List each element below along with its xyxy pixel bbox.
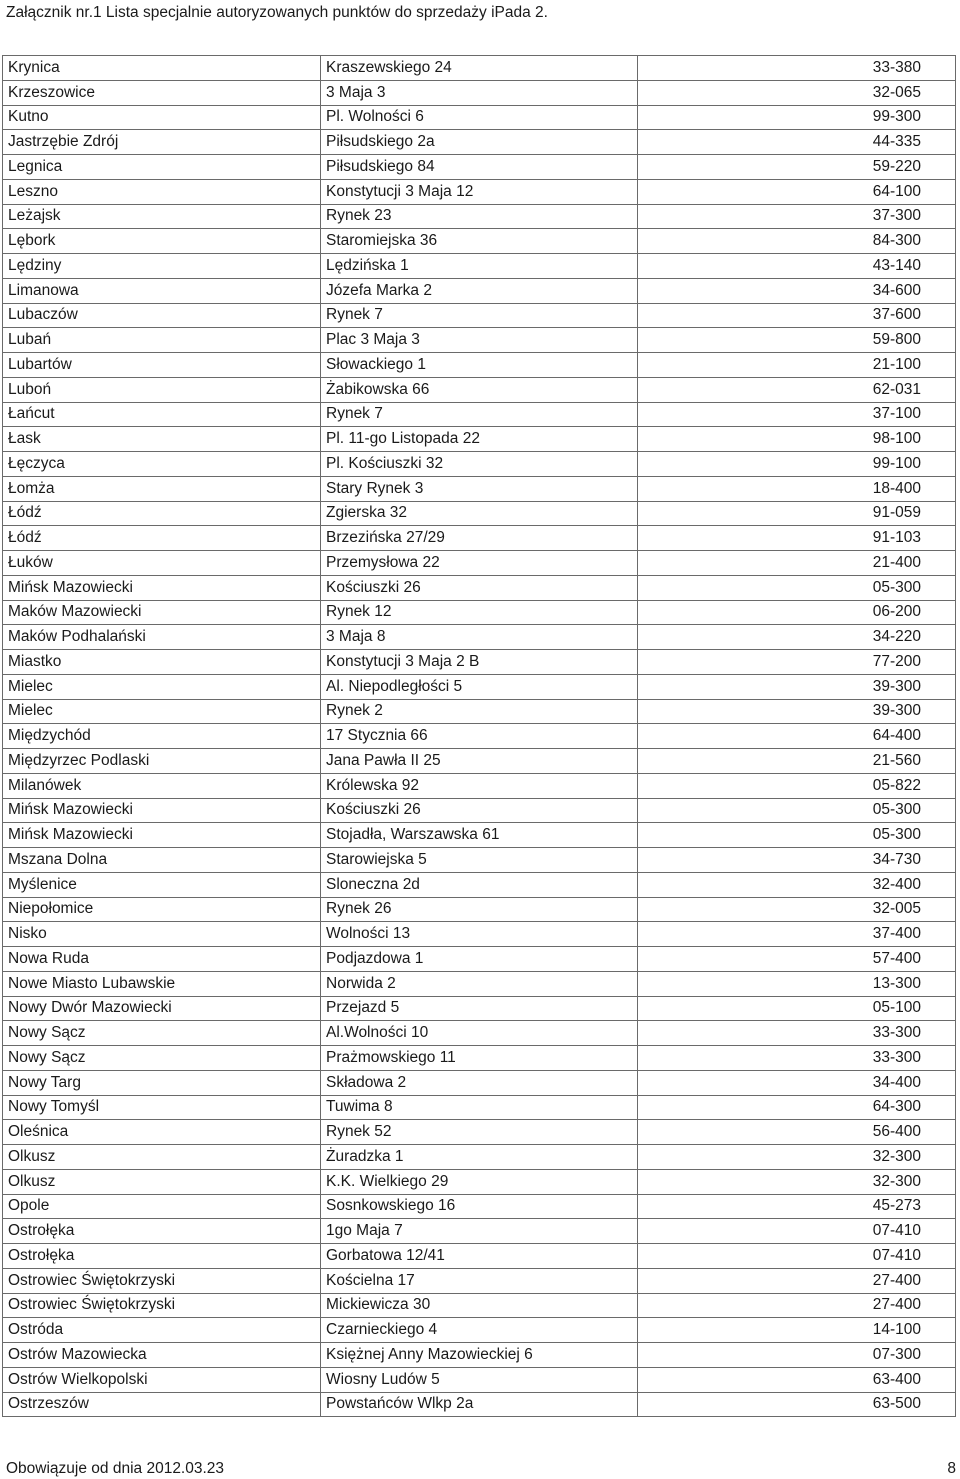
city-cell: Lubartów [3, 353, 321, 378]
city-cell: Ostrów Mazowiecka [3, 1343, 321, 1368]
table-row [3, 971, 956, 996]
postal-code-cell: 63-400 [638, 1367, 956, 1392]
postal-code-cell: 99-100 [638, 452, 956, 477]
postal-code-cell: 32-300 [638, 1169, 956, 1194]
city-cell: Legnica [3, 155, 321, 180]
table-row [3, 1268, 956, 1293]
street-cell: Kościuszki 26 [321, 575, 638, 600]
city-cell: Łuków [3, 551, 321, 576]
table-row [3, 922, 956, 947]
street-cell: Sloneczna 2d [321, 872, 638, 897]
table-row [3, 1343, 956, 1368]
street-cell: Piłsudskiego 2a [321, 130, 638, 155]
street-cell: Prażmowskiego 11 [321, 1046, 638, 1071]
table-row [3, 1392, 956, 1417]
street-cell: Rynek 7 [321, 303, 638, 328]
street-cell: K.K. Wielkiego 29 [321, 1169, 638, 1194]
table-row [3, 1145, 956, 1170]
city-cell: Nowa Ruda [3, 947, 321, 972]
city-cell: Olkusz [3, 1169, 321, 1194]
street-cell: Pl. Wolności 6 [321, 105, 638, 130]
city-cell: Maków Mazowiecki [3, 600, 321, 625]
street-cell: Wolności 13 [321, 922, 638, 947]
postal-code-cell: 37-400 [638, 922, 956, 947]
street-cell: Przejazd 5 [321, 996, 638, 1021]
postal-code-cell: 27-400 [638, 1293, 956, 1318]
city-cell: Nowy Sącz [3, 1046, 321, 1071]
city-cell: Oleśnica [3, 1120, 321, 1145]
table-row [3, 1367, 956, 1392]
postal-code-cell: 64-100 [638, 179, 956, 204]
postal-code-cell: 32-065 [638, 80, 956, 105]
street-cell: Norwida 2 [321, 971, 638, 996]
table-row [3, 823, 956, 848]
table-row [3, 674, 956, 699]
city-cell: Ostrów Wielkopolski [3, 1367, 321, 1392]
street-cell: 3 Maja 8 [321, 625, 638, 650]
postal-code-cell: 39-300 [638, 699, 956, 724]
table-row [3, 229, 956, 254]
table-row [3, 56, 956, 81]
city-cell: Jastrzębie Zdrój [3, 130, 321, 155]
postal-code-cell: 05-822 [638, 773, 956, 798]
city-cell: Ostrowiec Świętokrzyski [3, 1268, 321, 1293]
city-cell: Łęczyca [3, 452, 321, 477]
city-cell: Nowe Miasto Lubawskie [3, 971, 321, 996]
postal-code-cell: 05-300 [638, 798, 956, 823]
street-cell: Kościelna 17 [321, 1268, 638, 1293]
table-row [3, 353, 956, 378]
city-cell: Mielec [3, 674, 321, 699]
postal-code-cell: 18-400 [638, 476, 956, 501]
table-row [3, 1194, 956, 1219]
table-row [3, 130, 956, 155]
postal-code-cell: 32-400 [638, 872, 956, 897]
street-cell: Pl. Kościuszki 32 [321, 452, 638, 477]
table-row [3, 1293, 956, 1318]
postal-code-cell: 34-220 [638, 625, 956, 650]
city-cell: Mszana Dolna [3, 848, 321, 873]
street-cell: Al. Niepodległości 5 [321, 674, 638, 699]
city-cell: Leżajsk [3, 204, 321, 229]
table-row [3, 105, 956, 130]
postal-code-cell: 37-100 [638, 402, 956, 427]
table-row [3, 724, 956, 749]
table-row [3, 254, 956, 279]
street-cell: Podjazdowa 1 [321, 947, 638, 972]
city-cell: Nowy Dwór Mazowiecki [3, 996, 321, 1021]
street-cell: Rynek 2 [321, 699, 638, 724]
postal-code-cell: 34-600 [638, 278, 956, 303]
city-cell: Łódź [3, 501, 321, 526]
street-cell: Sosnkowskiego 16 [321, 1194, 638, 1219]
street-cell: Słowackiego 1 [321, 353, 638, 378]
street-cell: 17 Stycznia 66 [321, 724, 638, 749]
table-row [3, 1169, 956, 1194]
postal-code-cell: 64-300 [638, 1095, 956, 1120]
city-cell: Ostrowiec Świętokrzyski [3, 1293, 321, 1318]
table-row [3, 155, 956, 180]
city-cell: Łask [3, 427, 321, 452]
table-row [3, 377, 956, 402]
city-cell: Opole [3, 1194, 321, 1219]
postal-code-cell: 34-400 [638, 1070, 956, 1095]
street-cell: Józefa Marka 2 [321, 278, 638, 303]
postal-code-cell: 99-300 [638, 105, 956, 130]
table-row [3, 650, 956, 675]
postal-code-cell: 37-300 [638, 204, 956, 229]
city-cell: Mińsk Mazowiecki [3, 798, 321, 823]
postal-code-cell: 32-005 [638, 897, 956, 922]
city-cell: Nowy Tomyśl [3, 1095, 321, 1120]
postal-code-cell: 05-100 [638, 996, 956, 1021]
city-cell: Mińsk Mazowiecki [3, 823, 321, 848]
city-cell: Ostrołęka [3, 1244, 321, 1269]
city-cell: Lubań [3, 328, 321, 353]
locations-table [2, 55, 956, 1417]
street-cell: Tuwima 8 [321, 1095, 638, 1120]
table-row [3, 625, 956, 650]
postal-code-cell: 56-400 [638, 1120, 956, 1145]
postal-code-cell: 84-300 [638, 229, 956, 254]
street-cell: Kraszewskiego 24 [321, 56, 638, 81]
table-row [3, 80, 956, 105]
street-cell: Stojadła, Warszawska 61 [321, 823, 638, 848]
street-cell: Rynek 23 [321, 204, 638, 229]
document-header: Załącznik nr.1 Lista specjalnie autoryzowanych punktów do sprzedaży iPada 2. [6, 4, 548, 21]
street-cell: Staromiejska 36 [321, 229, 638, 254]
street-cell: Brzezińska 27/29 [321, 526, 638, 551]
postal-code-cell: 14-100 [638, 1318, 956, 1343]
street-cell: Konstytucji 3 Maja 12 [321, 179, 638, 204]
street-cell: Wiosny Ludów 5 [321, 1367, 638, 1392]
city-cell: Olkusz [3, 1145, 321, 1170]
table-row [3, 947, 956, 972]
street-cell: Składowa 2 [321, 1070, 638, 1095]
locations-table-body [3, 56, 956, 1417]
table-row [3, 551, 956, 576]
city-cell: Luboń [3, 377, 321, 402]
city-cell: Miastko [3, 650, 321, 675]
postal-code-cell: 06-200 [638, 600, 956, 625]
table-row [3, 526, 956, 551]
table-row [3, 600, 956, 625]
table-row [3, 1021, 956, 1046]
table-row [3, 749, 956, 774]
street-cell: Przemysłowa 22 [321, 551, 638, 576]
street-cell: Plac 3 Maja 3 [321, 328, 638, 353]
city-cell: Międzychód [3, 724, 321, 749]
city-cell: Lędziny [3, 254, 321, 279]
city-cell: Łańcut [3, 402, 321, 427]
postal-code-cell: 05-300 [638, 823, 956, 848]
city-cell: Kutno [3, 105, 321, 130]
table-row [3, 501, 956, 526]
street-cell: Kościuszki 26 [321, 798, 638, 823]
postal-code-cell: 21-100 [638, 353, 956, 378]
table-row [3, 773, 956, 798]
city-cell: Nowy Sącz [3, 1021, 321, 1046]
validity-footer: Obowiązuje od dnia 2012.03.23 [6, 1460, 225, 1477]
street-cell: Mickiewicza 30 [321, 1293, 638, 1318]
postal-code-cell: 62-031 [638, 377, 956, 402]
postal-code-cell: 37-600 [638, 303, 956, 328]
table-row [3, 848, 956, 873]
city-cell: Limanowa [3, 278, 321, 303]
street-cell: Żuradzka 1 [321, 1145, 638, 1170]
city-cell: Ostrzeszów [3, 1392, 321, 1417]
table-row [3, 1244, 956, 1269]
city-cell: Łomża [3, 476, 321, 501]
table-row [3, 427, 956, 452]
city-cell: Krynica [3, 56, 321, 81]
street-cell: Pl. 11-go Listopada 22 [321, 427, 638, 452]
table-row [3, 798, 956, 823]
postal-code-cell: 64-400 [638, 724, 956, 749]
street-cell: Rynek 12 [321, 600, 638, 625]
city-cell: Myślenice [3, 872, 321, 897]
table-row [3, 278, 956, 303]
street-cell: Jana Pawła II 25 [321, 749, 638, 774]
table-row [3, 575, 956, 600]
table-row [3, 204, 956, 229]
postal-code-cell: 27-400 [638, 1268, 956, 1293]
street-cell: Rynek 52 [321, 1120, 638, 1145]
table-row [3, 1219, 956, 1244]
postal-code-cell: 21-560 [638, 749, 956, 774]
street-cell: Czarnieckiego 4 [321, 1318, 638, 1343]
postal-code-cell: 32-300 [638, 1145, 956, 1170]
street-cell: Stary Rynek 3 [321, 476, 638, 501]
table-row [3, 452, 956, 477]
street-cell: Księżnej Anny Mazowieckiej 6 [321, 1343, 638, 1368]
street-cell: Zgierska 32 [321, 501, 638, 526]
city-cell: Nisko [3, 922, 321, 947]
postal-code-cell: 91-103 [638, 526, 956, 551]
city-cell: Krzeszowice [3, 80, 321, 105]
postal-code-cell: 05-300 [638, 575, 956, 600]
page-number: 8 [947, 1460, 956, 1477]
postal-code-cell: 98-100 [638, 427, 956, 452]
table-row [3, 872, 956, 897]
street-cell: Piłsudskiego 84 [321, 155, 638, 180]
street-cell: Starowiejska 5 [321, 848, 638, 873]
city-cell: Nowy Targ [3, 1070, 321, 1095]
postal-code-cell: 77-200 [638, 650, 956, 675]
postal-code-cell: 07-300 [638, 1343, 956, 1368]
table-row [3, 897, 956, 922]
street-cell: Żabikowska 66 [321, 377, 638, 402]
postal-code-cell: 59-220 [638, 155, 956, 180]
city-cell: Ostrołęka [3, 1219, 321, 1244]
postal-code-cell: 44-335 [638, 130, 956, 155]
table-row [3, 996, 956, 1021]
city-cell: Ostróda [3, 1318, 321, 1343]
postal-code-cell: 91-059 [638, 501, 956, 526]
street-cell: Gorbatowa 12/41 [321, 1244, 638, 1269]
postal-code-cell: 33-300 [638, 1021, 956, 1046]
postal-code-cell: 43-140 [638, 254, 956, 279]
city-cell: Łódź [3, 526, 321, 551]
postal-code-cell: 39-300 [638, 674, 956, 699]
postal-code-cell: 07-410 [638, 1244, 956, 1269]
city-cell: Milanówek [3, 773, 321, 798]
city-cell: Mielec [3, 699, 321, 724]
city-cell: Międzyrzec Podlaski [3, 749, 321, 774]
table-row [3, 303, 956, 328]
table-row [3, 1318, 956, 1343]
street-cell: Rynek 26 [321, 897, 638, 922]
table-row [3, 476, 956, 501]
street-cell: Al.Wolności 10 [321, 1021, 638, 1046]
street-cell: Lędzińska 1 [321, 254, 638, 279]
postal-code-cell: 59-800 [638, 328, 956, 353]
table-row [3, 1070, 956, 1095]
postal-code-cell: 33-380 [638, 56, 956, 81]
postal-code-cell: 34-730 [638, 848, 956, 873]
postal-code-cell: 45-273 [638, 1194, 956, 1219]
table-row [3, 328, 956, 353]
city-cell: Lubaczów [3, 303, 321, 328]
postal-code-cell: 21-400 [638, 551, 956, 576]
postal-code-cell: 63-500 [638, 1392, 956, 1417]
postal-code-cell: 07-410 [638, 1219, 956, 1244]
street-cell: 1go Maja 7 [321, 1219, 638, 1244]
city-cell: Mińsk Mazowiecki [3, 575, 321, 600]
street-cell: Rynek 7 [321, 402, 638, 427]
street-cell: Królewska 92 [321, 773, 638, 798]
street-cell: Powstańców Wlkp 2a [321, 1392, 638, 1417]
postal-code-cell: 13-300 [638, 971, 956, 996]
table-row [3, 699, 956, 724]
street-cell: Konstytucji 3 Maja 2 B [321, 650, 638, 675]
street-cell: 3 Maja 3 [321, 80, 638, 105]
city-cell: Niepołomice [3, 897, 321, 922]
table-row [3, 1095, 956, 1120]
table-row [3, 1046, 956, 1071]
table-row [3, 179, 956, 204]
postal-code-cell: 57-400 [638, 947, 956, 972]
city-cell: Leszno [3, 179, 321, 204]
city-cell: Maków Podhalański [3, 625, 321, 650]
table-row [3, 402, 956, 427]
table-row [3, 1120, 956, 1145]
postal-code-cell: 33-300 [638, 1046, 956, 1071]
city-cell: Lębork [3, 229, 321, 254]
